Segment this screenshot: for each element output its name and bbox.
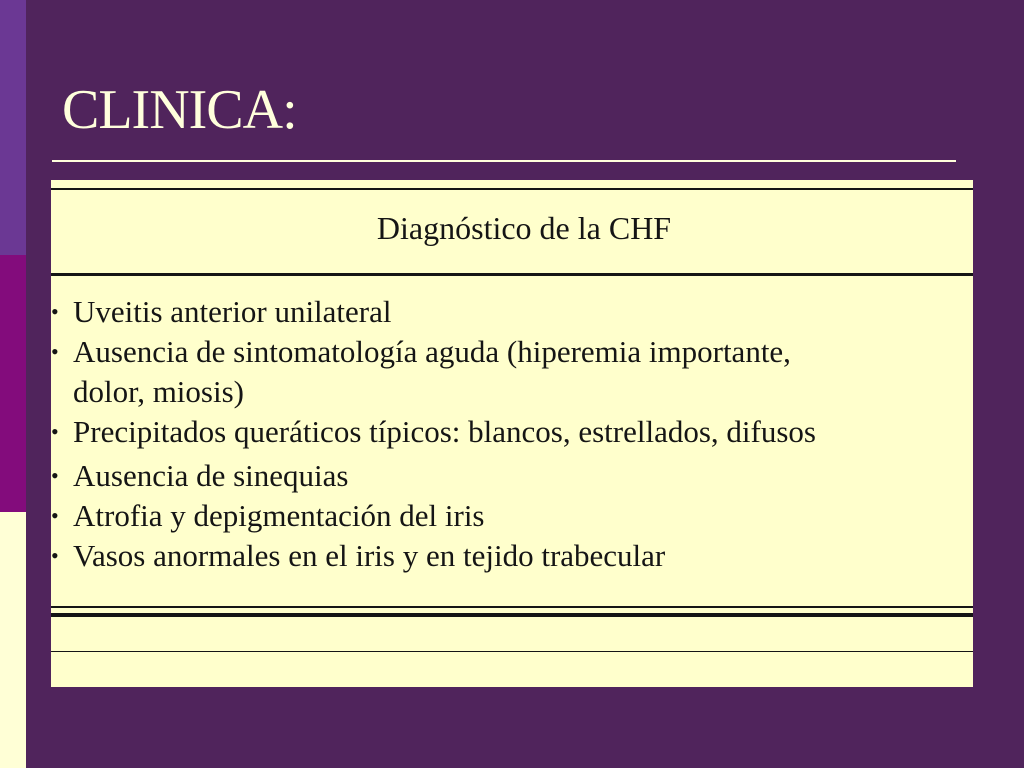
list-item — [51, 412, 973, 452]
list-item — [51, 536, 973, 576]
bullet-icon: • — [51, 463, 59, 488]
sidebar-accent-middle — [0, 255, 26, 512]
sidebar-accent-top — [0, 0, 26, 255]
table-bottom-rule — [51, 651, 973, 652]
list-item — [51, 332, 973, 412]
criteria-list — [51, 292, 973, 576]
bullet-icon: • — [51, 419, 59, 444]
table-footer-rule-thick — [51, 613, 973, 617]
table-heading: Diagnóstico de la CHF — [376, 210, 672, 246]
title-underline — [52, 160, 956, 162]
slide-title: CLINICA: — [62, 79, 297, 141]
list-item — [51, 496, 973, 536]
table-footer-rule-thin — [51, 606, 973, 608]
list-item — [51, 456, 973, 496]
bullet-icon: • — [51, 299, 59, 324]
table-header-rule — [51, 273, 973, 276]
sidebar-accent-bottom — [0, 512, 26, 768]
list-item-text: Vasos anormales en el iris y en tejido trabecular — [73, 538, 666, 573]
bullet-icon: • — [51, 543, 59, 568]
list-item-text: Uveitis anterior unilateral — [73, 294, 392, 329]
list-item-text: Ausencia de sinequias — [73, 458, 349, 493]
list-item-text-continued: dolor, miosis) — [73, 374, 244, 409]
list-item — [51, 292, 973, 332]
list-item-text: Precipitados queráticos típicos: blancos, estrellados, difusos — [73, 414, 816, 449]
bullet-icon: • — [51, 339, 59, 364]
bullet-icon: • — [51, 503, 59, 528]
list-item-text: Ausencia de sintomatología aguda (hiperemia importante, — [73, 334, 791, 369]
diagnosis-table — [51, 180, 973, 687]
list-item-text: Atrofia y depigmentación del iris — [73, 498, 485, 533]
table-top-rule — [51, 188, 973, 190]
